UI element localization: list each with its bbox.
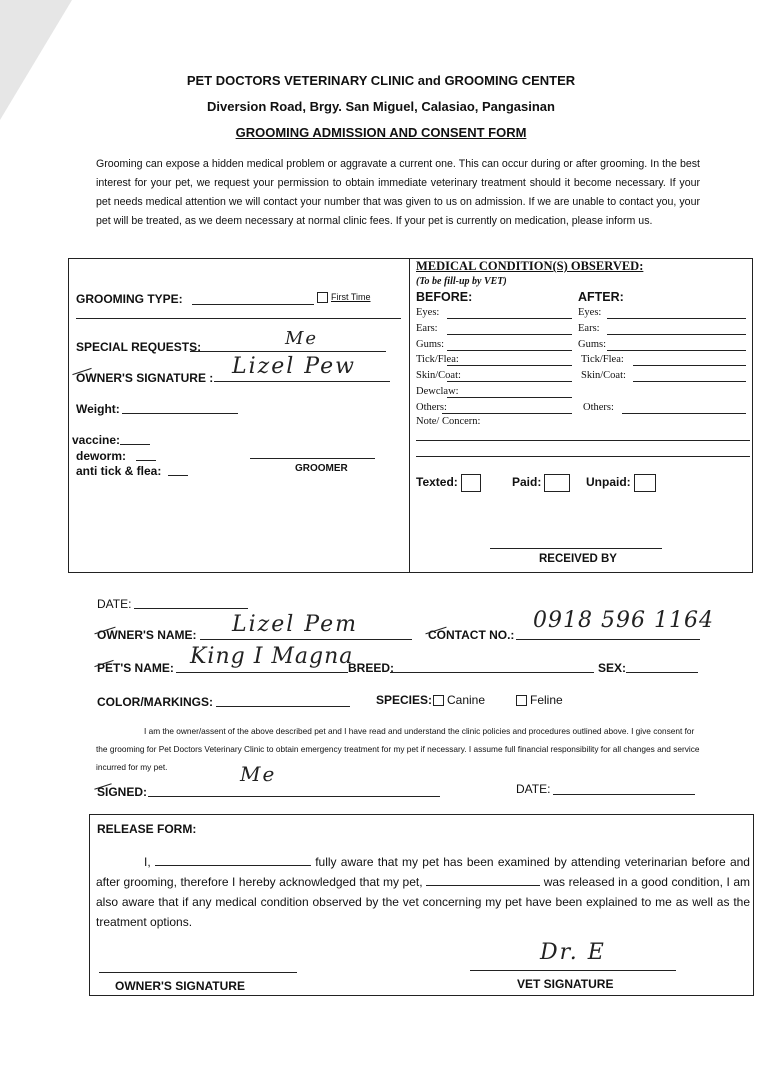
pet-name-field[interactable] [176,672,348,673]
unpaid-label: Unpaid: [586,475,631,490]
date-field[interactable] [134,608,248,609]
contact-no-label: CONTACT NO.: [428,628,515,642]
signed-date-field[interactable] [553,794,695,795]
paid-label: Paid: [512,475,542,490]
after-item-label: Tick/Flea: [581,354,624,366]
after-item-row [581,370,626,381]
special-requests-field[interactable] [190,351,386,352]
canine-label: Canine [447,693,486,707]
texted-checkbox[interactable] [461,474,481,492]
signed-label: SIGNED: [97,785,148,799]
after-item-label: Others: [583,401,614,413]
anti-tick-label: anti tick & flea: [76,464,162,478]
before-item-row [416,307,439,318]
before-heading: BEFORE: [416,290,473,304]
owner-signature-label: OWNER'S SIGNATURE : [76,371,214,385]
before-item-field[interactable] [447,334,572,335]
before-item-row [416,339,444,350]
vet-signature-handwriting: Dr. E [540,940,606,965]
after-item-label: Gums: [578,338,607,350]
received-by-label: RECEIVED BY [539,553,617,565]
contact-no-field[interactable] [516,639,700,640]
sex-label: SEX: [598,661,627,675]
release-owner-signature-label: OWNER'S SIGNATURE [115,979,245,993]
sex-field[interactable] [626,672,698,673]
vet-signature-label: VET SIGNATURE [517,977,614,991]
color-markings-field[interactable] [216,706,350,707]
anti-tick-field[interactable] [168,475,188,476]
note-label: Note/ Concern: [416,416,481,427]
before-item-label: Tick/Flea: [416,354,459,366]
signed-handwriting: Me [240,762,277,786]
before-item-row [416,354,459,365]
grooming-type-line-2[interactable] [76,318,401,319]
before-item-label: Eyes: [416,307,440,318]
before-item-field[interactable] [442,413,572,414]
after-item-label: Ears: [578,322,600,334]
before-item-row [416,386,459,397]
after-item-field[interactable] [622,413,746,414]
signed-date-label: DATE: [516,782,551,796]
before-item-label: Gums: [416,338,445,350]
unpaid-checkbox[interactable] [634,474,656,492]
after-heading: AFTER: [578,290,624,304]
intro-paragraph: Grooming can expose a hidden medical problem or aggravate a current one. This can occur during or after grooming. In the best interest for your pet, we request your permission to obtain immediate veterinary treatment should it become necessary. If your pet needs medical attention we will contact your number that was given to us on admission. If we are unable to contact you, your pet will be treated, as we deem necessary at normal clinic fees. If your pet is currently on medication, please inform us. [96,158,700,227]
release-text-1: I, [144,855,151,869]
before-item-label: Others: [416,401,447,413]
medical-title: MEDICAL CONDITION(S) OBSERVED: [416,259,644,273]
deworm-field[interactable] [136,460,156,461]
owner-name-label: OWNER'S NAME: [97,628,197,642]
canine-checkbox[interactable] [433,695,444,706]
signed-field[interactable] [148,796,440,797]
before-item-field[interactable] [447,381,572,382]
after-item-field[interactable] [633,381,746,382]
feline-option[interactable] [516,693,563,707]
release-owner-blank[interactable] [155,853,311,866]
feline-label: Feline [530,693,563,707]
before-item-label: Skin/Coat: [416,370,461,382]
release-title: RELEASE FORM: [97,822,197,836]
after-item-label: Skin/Coat: [581,370,626,382]
after-item-field[interactable] [607,318,746,319]
after-item-row [578,307,601,318]
note-line-2[interactable] [416,456,750,457]
weight-label: Weight: [76,402,120,416]
deworm-label: deworm: [76,449,127,463]
vet-signature-line[interactable] [470,970,676,971]
after-item-field[interactable] [633,365,746,366]
received-by-line[interactable] [490,548,662,549]
after-item-row [583,402,614,413]
groomer-label: GROOMER [295,463,348,474]
after-item-field[interactable] [607,350,746,351]
after-item-row [578,323,600,334]
owner-name-field[interactable] [200,639,412,640]
after-item-label: Eyes: [578,307,602,318]
paid-option[interactable] [512,474,570,492]
paid-checkbox[interactable] [544,474,570,492]
groomer-signature-line[interactable] [250,458,375,459]
date-label: DATE: [97,597,132,611]
color-markings-label: COLOR/MARKINGS: [97,695,213,709]
clinic-name: PET DOCTORS VETERINARY CLINIC and GROOMING CENTER [186,73,576,88]
before-item-row [416,323,438,334]
texted-label: Texted: [416,475,458,490]
canine-option[interactable] [433,693,485,707]
medical-subtitle: (To be fill-up by VET) [416,276,507,287]
unpaid-option[interactable] [586,474,656,492]
breed-label: BREED: [348,661,395,675]
grooming-type-field[interactable] [192,304,314,305]
clinic-address: Diversion Road, Brgy. San Miguel, Calasiao, Pangasinan [207,99,555,114]
before-item-field[interactable] [447,350,572,351]
owner-name-handwriting: Lizel Pem [232,612,358,637]
before-item-field[interactable] [447,318,572,319]
after-item-field[interactable] [607,334,746,335]
consent-paragraph: I am the owner/assent of the above described pet and I have read and understand the clinic policies and procedures outlined above. I give consent for the grooming for Pet Doctors Veterinary Clinic to obtain emergency treatment for my pet if necessary. I assume full financial responsibility for all changes and service incurred for my pet. [96,726,700,772]
feline-checkbox[interactable] [516,695,527,706]
release-text-2: fully aware that my pet has been examined by attending veterinarian before and after grooming, therefore I hereby acknowledged that my pet, [96,855,750,889]
pet-name-label: PET'S NAME: [97,661,174,675]
first-time-option[interactable] [317,292,371,303]
before-item-field[interactable] [447,365,572,366]
special-requests-handwriting: Me [285,328,319,349]
before-item-row [416,370,461,381]
first-time-checkbox[interactable] [317,292,328,303]
form-title: GROOMING ADMISSION AND CONSENT FORM [235,125,527,140]
before-item-label: Ears: [416,322,438,334]
after-item-row [581,354,624,365]
grooming-type-label: GROOMING TYPE: [76,292,183,306]
first-time-label: First Time [331,292,371,302]
release-text-3: was released in a good condition, I am also aware that if any medical condition observed by the vet concerning my pet have been explained to me as well as the treatment options. [96,875,750,929]
special-requests-label: SPECIAL REQUESTS: [76,340,202,354]
texted-option[interactable] [416,474,481,492]
weight-field[interactable] [122,413,238,414]
vaccine-label: vaccine: [72,433,121,447]
species-label: SPECIES: [376,693,433,707]
box-divider [409,258,410,572]
before-item-row [416,402,447,413]
before-item-field[interactable] [447,397,572,398]
contact-no-handwriting: 0918 596 1164 [533,608,714,633]
owner-signature-handwriting: Lizel Pew [232,354,356,379]
pet-name-handwriting: King I Magna [190,644,354,669]
owner-signature-line[interactable] [99,972,297,973]
note-line-1[interactable] [416,440,750,441]
after-item-row [578,339,606,350]
breed-field[interactable] [390,672,594,673]
before-item-label: Dewclaw: [416,386,459,397]
release-pet-blank[interactable] [426,873,540,886]
vaccine-field[interactable] [120,444,150,445]
owner-signature-field[interactable] [214,381,390,382]
release-paragraph [96,852,750,932]
